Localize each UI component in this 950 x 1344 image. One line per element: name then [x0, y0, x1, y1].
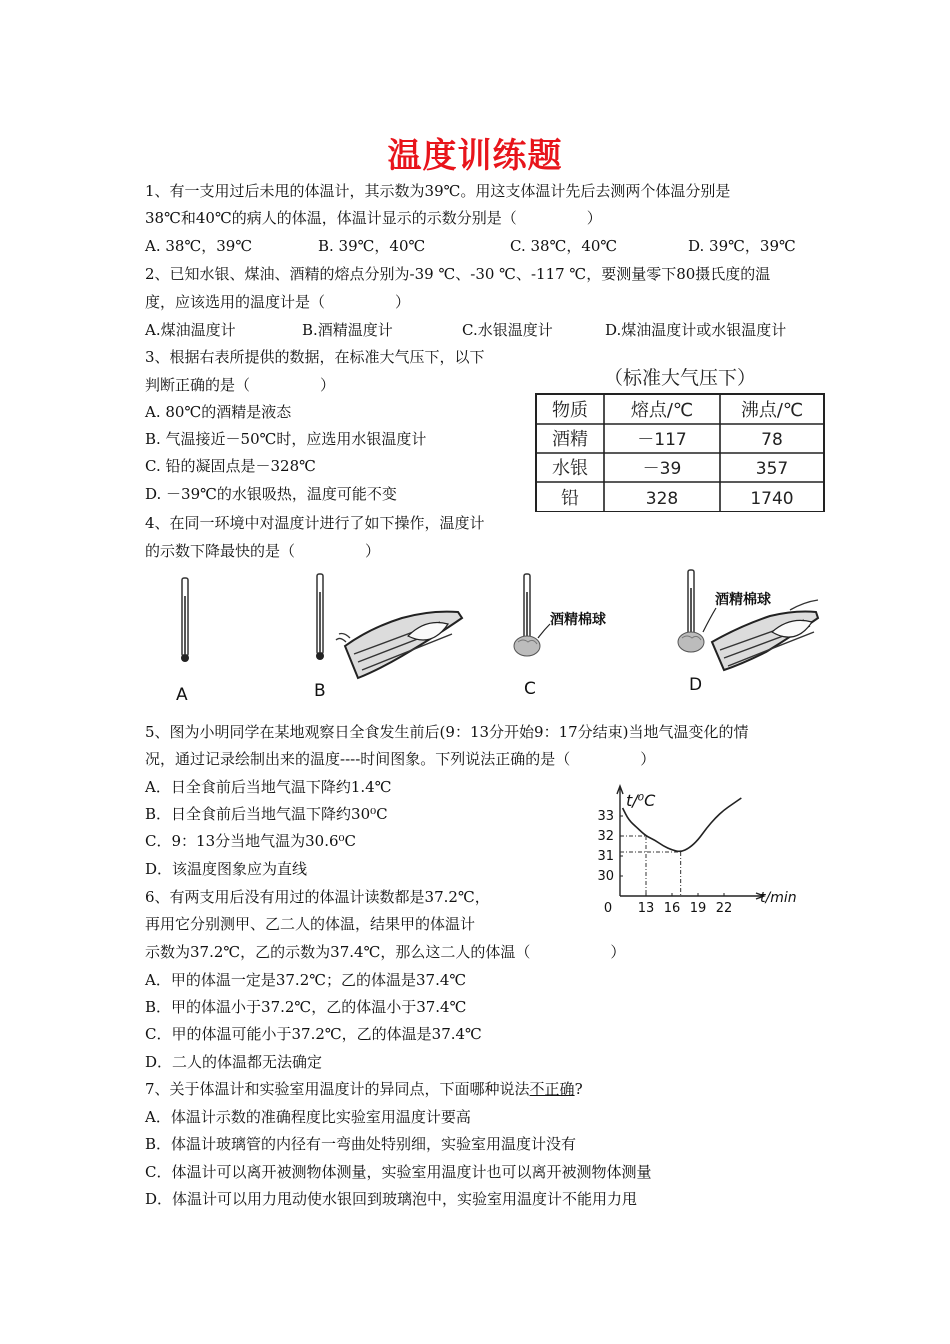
- q4-stem-line1: 4、在同一环境中对温度计进行了如下操作，温度计: [145, 514, 485, 532]
- q3-option-c: C. 铅的凝固点是－328℃: [145, 457, 316, 475]
- q7-stem-text: 7、关于体温计和实验室用温度计的异同点，下面哪种说法: [145, 1080, 530, 1098]
- q1-option-c: C. 38℃，40℃: [510, 237, 618, 255]
- table-cell: 357: [755, 459, 789, 479]
- table-cell: 328: [645, 489, 679, 509]
- figure-label-a: A: [176, 685, 188, 705]
- table-cell: 1740: [750, 489, 794, 509]
- q5-option-b: B．日全食前后当地气温下降约30⁰C: [145, 805, 388, 823]
- q7-option-b: B．体温计玻璃管的内径有一弯曲处特别细，实验室用温度计没有: [145, 1135, 577, 1153]
- chart-guide-lines: [620, 836, 681, 896]
- q6-option-d: D．二人的体温都无法确定: [145, 1053, 323, 1071]
- q6-option-c: C．甲的体温可能小于37.2℃，乙的体温是37.4℃: [145, 1025, 482, 1043]
- q6-stem-line1: 6、有两支用后没有用过的体温计读数都是37.2℃，: [145, 888, 490, 906]
- q7-question-mark: ?: [574, 1080, 583, 1098]
- q4-paren: ）: [365, 542, 381, 560]
- q6-stem-line2: 再用它分别测甲、乙二人的体温，结果甲的体温计: [145, 915, 476, 933]
- q7-stem: [145, 1079, 583, 1099]
- y-tick-label: 33: [597, 809, 614, 824]
- q2-option-c: C.水银温度计: [462, 321, 553, 339]
- q2-option-d: D.煤油温度计或水银温度计: [605, 321, 787, 339]
- q1-stem-line1: 1、有一支用过后未甩的体温计，其示数为39℃。用这支体温计先后去测两个体温分别是: [145, 182, 731, 200]
- q5-option-d: D．该温度图象应为直线: [145, 860, 308, 878]
- x-tick-label: 0: [603, 901, 613, 916]
- table-header-substance: 物质: [552, 400, 588, 421]
- q3-stem-line1: 3、根据右表所提供的数据，在标准大气压下，以下: [145, 348, 485, 366]
- x-tick-label: 22: [715, 901, 733, 916]
- q7-option-d: D．体温计可以用力甩动使水银回到玻璃泡中，实验室用温度计不能用力甩: [145, 1190, 638, 1208]
- chart-x-axis-label: t/min: [760, 890, 797, 906]
- q2-option-a: A.煤油温度计: [145, 321, 236, 339]
- x-tick-label: 19: [689, 901, 707, 916]
- q1-stem-line2: [145, 208, 602, 228]
- q3-paren: ）: [320, 376, 336, 394]
- q5-option-a: A．日全食前后当地气温下降约1.4℃: [145, 778, 392, 796]
- q5-paren: ）: [640, 750, 656, 768]
- x-tick-label: 16: [663, 901, 681, 916]
- q1-stem-text: 38℃和40℃的病人的体温，体温计显示的示数分别是（: [145, 209, 517, 227]
- q6-paren: ）: [610, 943, 626, 961]
- table-header-boiling: 沸点/℃: [740, 400, 804, 421]
- q1-paren: ）: [586, 209, 602, 227]
- q6-option-a: A．甲的体温一定是37.2℃；乙的体温是37.4℃: [145, 971, 467, 989]
- table-cell: 78: [761, 430, 783, 450]
- fan-icon: [712, 600, 818, 670]
- cotton-ball-icon: [514, 636, 540, 656]
- table-header-melting: 熔点/℃: [630, 400, 694, 421]
- q6-option-b: B．甲的体温小于37.2℃，乙的体温小于37.4℃: [145, 998, 467, 1016]
- q7-option-a: A．体温计示数的准确程度比实验室用温度计要高: [145, 1108, 471, 1126]
- cotton-label-c: 酒精棉球: [550, 612, 606, 628]
- table-cell: －39: [642, 459, 682, 479]
- thermometer-a: [181, 578, 189, 662]
- chart-tick-labels: [597, 809, 732, 916]
- q6-stem-line3: [145, 942, 625, 962]
- temperature-time-chart: [580, 780, 810, 920]
- q2-stem-line1: 2、已知水银、煤油、酒精的熔点分别为-39 ℃、-30 ℃、-117 ℃，要测量零下80摄氏度的温: [145, 265, 771, 283]
- fan-icon: [336, 612, 462, 678]
- thermometer-figure: [140, 566, 820, 706]
- cotton-label-d: 酒精棉球: [715, 592, 771, 608]
- q5-stem-line1: 5、图为小明同学在某地观察日全食发生前后(9：13分开始9：17分结束)当地气温变化的情: [145, 723, 749, 741]
- q3-stem-line2: [145, 375, 335, 395]
- x-tick-label: 13: [637, 901, 655, 916]
- figure-label-b: B: [314, 681, 326, 701]
- table-cell: 铅: [561, 488, 579, 509]
- q5-option-c: C．9：13分当地气温为30.6⁰C: [145, 832, 356, 850]
- figure-label-c: C: [524, 679, 536, 699]
- q7-emphasis: 不正确: [529, 1080, 575, 1098]
- q1-option-a: A. 38℃，39℃: [145, 237, 253, 255]
- y-tick-label: 32: [597, 829, 614, 844]
- table-cell: －117: [637, 430, 687, 450]
- q2-stem-text: 度，应该选用的温度计是（: [145, 293, 326, 311]
- q3-stem-text: 判断正确的是（: [145, 376, 251, 394]
- cotton-ball-icon: [678, 632, 704, 652]
- table-caption: （标准大气压下）: [603, 367, 757, 389]
- thermometer-d: [688, 570, 694, 640]
- table-cell: 水银: [552, 458, 588, 479]
- label-leader-line: [703, 608, 716, 632]
- melting-boiling-table: [530, 362, 830, 512]
- q1-option-b: B. 39℃，40℃: [318, 237, 426, 255]
- q7-option-c: C．体温计可以离开被测物体测量，实验室用温度计也可以离开被测物体测量: [145, 1163, 652, 1181]
- chart-y-axis-label: t/⁰C: [626, 791, 656, 810]
- q1-option-d: D. 39℃，39℃: [688, 237, 796, 255]
- q4-stem-text: 的示数下降最快的是（: [145, 542, 296, 560]
- figure-label-d: D: [689, 675, 703, 695]
- y-tick-label: 31: [597, 849, 614, 864]
- q2-paren: ）: [395, 293, 411, 311]
- q2-stem-line2: [145, 292, 410, 312]
- table-cell: 酒精: [552, 429, 588, 450]
- label-leader-line: [538, 624, 550, 638]
- q5-stem-line2: [145, 749, 655, 769]
- q2-option-b: B.酒精温度计: [302, 321, 393, 339]
- q3-option-a: A. 80℃的酒精是液态: [145, 403, 292, 421]
- q6-stem-text: 示数为37.2℃，乙的示数为37.4℃，那么这二人的体温（: [145, 943, 531, 961]
- q4-stem-line2: [145, 541, 380, 561]
- q5-stem-text: 况，通过记录绘制出来的温度----时间图象。下列说法正确的是（: [145, 750, 571, 768]
- q3-option-d: D. －39℃的水银吸热，温度可能不变: [145, 485, 397, 503]
- thermometer-b: [316, 574, 324, 660]
- thermometer-c: [524, 574, 530, 644]
- q3-option-b: B. 气温接近－50℃时，应选用水银温度计: [145, 430, 427, 448]
- page-title: 温度训练题: [387, 136, 563, 176]
- y-tick-label: 30: [597, 869, 614, 884]
